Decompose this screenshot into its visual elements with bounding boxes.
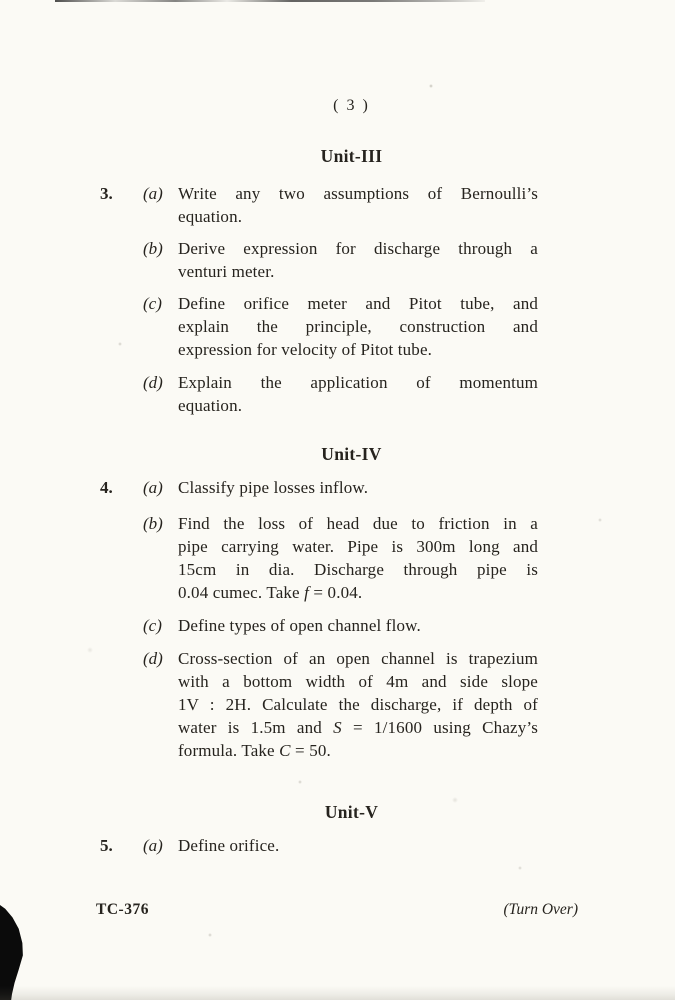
question-line: equation.: [178, 207, 243, 226]
part-label: (b): [143, 514, 163, 533]
question-4b: [0, 512, 675, 604]
question-line: water is 1.5m and S = 1/1600 using Chazy’s: [178, 718, 538, 737]
question-number: 5.: [100, 836, 113, 855]
question-line: Define orifice.: [178, 836, 280, 855]
scan-artifact-bottom-shade: [0, 986, 675, 1000]
part-label: (a): [143, 184, 163, 203]
question-line: equation.: [178, 396, 243, 415]
part-label: (d): [143, 649, 163, 668]
question-line: expression for velocity of Pitot tube.: [178, 340, 433, 359]
question-4a: [0, 476, 675, 499]
question-text: [178, 371, 538, 417]
question-3a: [0, 182, 675, 228]
unit-heading-4: Unit-IV: [321, 444, 382, 464]
question-3b: [0, 237, 675, 283]
question-text: [178, 182, 538, 228]
question-text: [178, 476, 538, 499]
question-number: 3.: [100, 184, 113, 203]
part-label: (b): [143, 239, 163, 258]
question-line: formula. Take C = 50.: [178, 741, 331, 760]
question-line: Write any two assumptions of Bernoulli’s: [178, 184, 538, 203]
question-line: Cross-section of an open channel is trapezium: [178, 649, 538, 668]
part-label: (a): [143, 478, 163, 497]
question-text: [178, 647, 538, 762]
scan-artifact-top-streak: [55, 0, 485, 2]
question-3c: [0, 292, 675, 361]
page-number: ( 3 ): [333, 97, 370, 114]
paper-code: TC-376: [96, 901, 149, 918]
question-5a: [0, 834, 675, 857]
math-symbol: S: [333, 718, 342, 737]
part-label: (d): [143, 373, 163, 392]
part-label: (c): [143, 294, 162, 313]
question-text: [178, 292, 538, 361]
question-number: 4.: [100, 478, 113, 497]
question-line: explain the principle, construction and: [178, 317, 538, 336]
question-4c: [0, 614, 675, 637]
page-footer: [0, 901, 675, 919]
question-4d: [0, 647, 675, 762]
question-3d: [0, 371, 675, 417]
question-line: 1V : 2H. Calculate the discharge, if depth of: [178, 695, 538, 714]
question-text: [178, 512, 538, 604]
turn-over-note: (Turn Over): [503, 901, 578, 918]
unit-heading-5: Unit-V: [324, 802, 379, 822]
question-line: 15cm in dia. Discharge through pipe is: [178, 560, 538, 579]
question-line: pipe carrying water. Pipe is 300m long and: [178, 537, 538, 556]
question-line: Classify pipe losses inflow.: [178, 478, 369, 497]
question-text: [178, 834, 538, 857]
question-line: with a bottom width of 4m and side slope: [178, 672, 538, 691]
question-line: Define orifice meter and Pitot tube, and: [178, 294, 538, 313]
question-line: venturi meter.: [178, 262, 275, 281]
question-line: Derive expression for discharge through a: [178, 239, 538, 258]
question-line: Explain the application of momentum: [178, 373, 538, 392]
question-text: [178, 614, 538, 637]
math-symbol: C: [279, 741, 291, 760]
question-line: Find the loss of head due to friction in a: [178, 514, 538, 533]
math-symbol: f: [304, 583, 310, 602]
part-label: (c): [143, 616, 162, 635]
unit-heading-3: Unit-III: [320, 146, 383, 166]
question-line: Define types of open channel flow.: [178, 616, 421, 635]
question-line: 0.04 cumec. Take f = 0.04.: [178, 583, 363, 602]
part-label: (a): [143, 836, 163, 855]
question-text: [178, 237, 538, 283]
